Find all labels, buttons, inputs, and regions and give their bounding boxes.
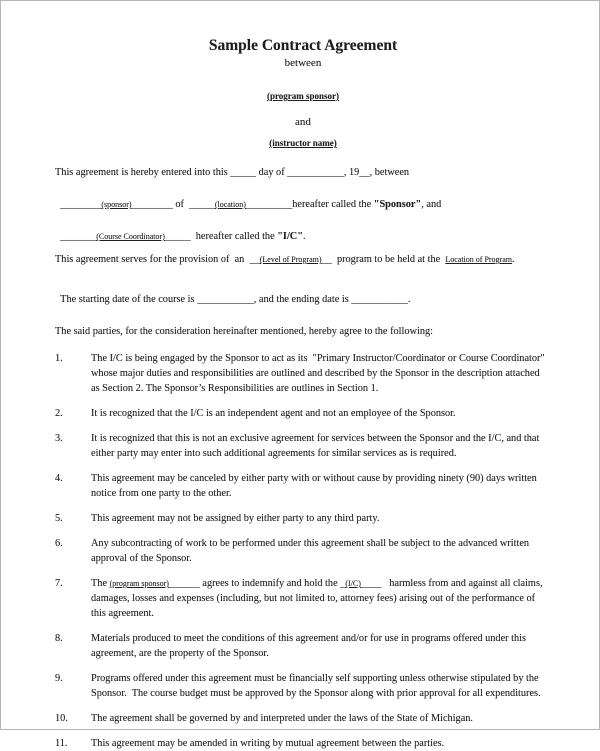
program-sponsor-inline-label: (program sponsor) xyxy=(109,579,169,588)
clause-text: The agreement shall be governed by and interpreted under the laws of the State of Michigan. xyxy=(91,713,473,724)
clause-text: It is recognized that this is not an exclusive agreement for services between the Sponsor and the I/C, and that either party may enter into such additional agreements for similar services as is required. xyxy=(91,433,542,459)
instructor-name-placeholder: (instructor name) xyxy=(269,138,337,148)
clause-text: This agreement may be canceled by either party with or without cause by providing ninety (90) days written notice from one party to the other. xyxy=(91,473,540,499)
intro-text: This agreement is hereby entered into this xyxy=(55,167,231,178)
clause-number: 2. xyxy=(55,408,63,419)
clause-item-4 xyxy=(55,471,551,501)
location-of-program-label: Location of Program xyxy=(445,255,512,264)
coordinator-inline-label: (Course Coordinator) xyxy=(96,232,165,241)
intro-text: , between xyxy=(369,167,410,178)
clause-number: 9. xyxy=(55,673,63,684)
clause-number: 8. xyxy=(55,633,63,644)
location-blank: _________ xyxy=(245,199,293,210)
clause-number: 1. xyxy=(55,353,63,364)
start-date-blank: ___________ xyxy=(197,294,254,305)
clause-item-11 xyxy=(55,736,551,751)
intro-text: , 19 xyxy=(343,167,360,178)
intro-paragraph xyxy=(55,165,551,245)
program-sponsor-placeholder: (program sponsor) xyxy=(266,91,340,101)
clause-number: 7. xyxy=(55,578,63,589)
day-blank: _____ xyxy=(230,167,257,178)
level-of-program-label: (Level of Program) xyxy=(259,255,322,264)
clause-text: The I/C is being engaged by the Sponsor to act as its "Primary Instructor/Coordinator or Course Coordinator" whose major duties and responsibilities are outlined and described by the Sponsor in the description attached as Section 2. The Sponsor’s Responsibilities are outlines in Section 1. xyxy=(91,353,548,394)
clause-7-text: agrees to indemnify and hold the xyxy=(199,578,341,589)
year-blank: __ xyxy=(359,167,370,178)
clause-7-text: The xyxy=(91,578,110,589)
agreement-clause-intro: The said parties, for the consideration hereinafter mentioned, hereby agree to the following: xyxy=(55,326,433,337)
clause-item-9 xyxy=(55,671,551,701)
clause-number: 6. xyxy=(55,538,63,549)
ic-inline-label: (I/C) xyxy=(345,579,361,588)
coordinator-blank: _______ xyxy=(60,231,97,242)
provision-paragraph xyxy=(55,250,551,310)
sponsor-term-bold: "Sponsor" xyxy=(373,199,422,210)
end-date-blank: ___________ xyxy=(351,294,408,305)
program-sponsor-blank: ______ xyxy=(168,578,200,589)
location-blank: _____ xyxy=(189,199,215,210)
ic-term-bold: "I/C" xyxy=(277,231,303,242)
clause-text: Any subcontracting of work to be performed under this agreement shall be subject to the advanced written approval of the Sponsor. xyxy=(91,538,532,564)
clause-item-2 xyxy=(55,406,551,421)
clause-text: Programs offered under this agreement must be financially self supporting unless otherwise stipulated by the Sponsor. The course budget must be approved by the Sponsor along with prior approval for all expenditures. xyxy=(91,673,542,699)
ic-blank: _ xyxy=(340,578,346,589)
intro-text: , and xyxy=(421,199,442,210)
clause-text xyxy=(91,576,547,621)
clause-7-text: harmless from and against all claims, damages, losses and expenses (including, but not limited to, attorney fees) arising out of the performance of this agreement. xyxy=(91,578,546,619)
sponsor-inline-label: (sponsor) xyxy=(101,200,132,209)
intro-text: . xyxy=(302,231,306,242)
between-label: between xyxy=(284,57,322,69)
location-inline-label: (location) xyxy=(214,200,246,209)
provision-text: . xyxy=(512,254,515,265)
clause-number: 3. xyxy=(55,433,63,444)
provision-text: . xyxy=(407,294,411,305)
level-blank: __ xyxy=(321,254,332,265)
clause-text: This agreement may be amended in writing by mutual agreement between the parties. xyxy=(91,738,445,749)
clause-text: This agreement may not be assigned by either party to any third party. xyxy=(91,513,380,524)
coordinator-blank: _____ xyxy=(164,231,191,242)
clause-item-8 xyxy=(55,631,551,661)
clause-number: 11. xyxy=(55,738,68,749)
provision-text: , and the ending date is xyxy=(253,294,352,305)
clause-item-1 xyxy=(55,351,551,396)
and-label: and xyxy=(295,116,311,128)
clause-text: Materials produced to meet the conditions of this agreement and/or for use in programs offered under this agreement, are the property of the Sponsor. xyxy=(91,633,529,659)
clause-number: 10. xyxy=(55,713,68,724)
clause-item-3 xyxy=(55,431,551,461)
intro-text: hereafter called the xyxy=(292,199,374,210)
month-blank: ___________ xyxy=(287,167,344,178)
clause-item-7 xyxy=(55,576,551,621)
clause-text: It is recognized that the I/C is an independent agent and not an employee of the Sponsor. xyxy=(91,408,456,419)
clause-item-6 xyxy=(55,536,551,566)
ic-blank: ____ xyxy=(360,578,382,589)
sponsor-blank: ________ xyxy=(60,199,102,210)
clause-item-10 xyxy=(55,711,551,726)
clause-number: 5. xyxy=(55,513,63,524)
intro-text: hereafter called the xyxy=(190,231,278,242)
clause-number: 4. xyxy=(55,473,63,484)
provision-text: program to be held at the xyxy=(331,254,446,265)
level-blank: __ xyxy=(249,254,260,265)
provision-text: The starting date of the course is xyxy=(60,294,198,305)
sponsor-blank: ________ xyxy=(131,199,173,210)
intro-text: day of xyxy=(256,167,288,178)
provision-text: This agreement serves for the provision of an xyxy=(55,254,250,265)
intro-text: of xyxy=(172,199,190,210)
clause-item-5 xyxy=(55,511,551,526)
document-title: Sample Contract Agreement xyxy=(208,37,398,54)
clause-list xyxy=(55,351,551,751)
